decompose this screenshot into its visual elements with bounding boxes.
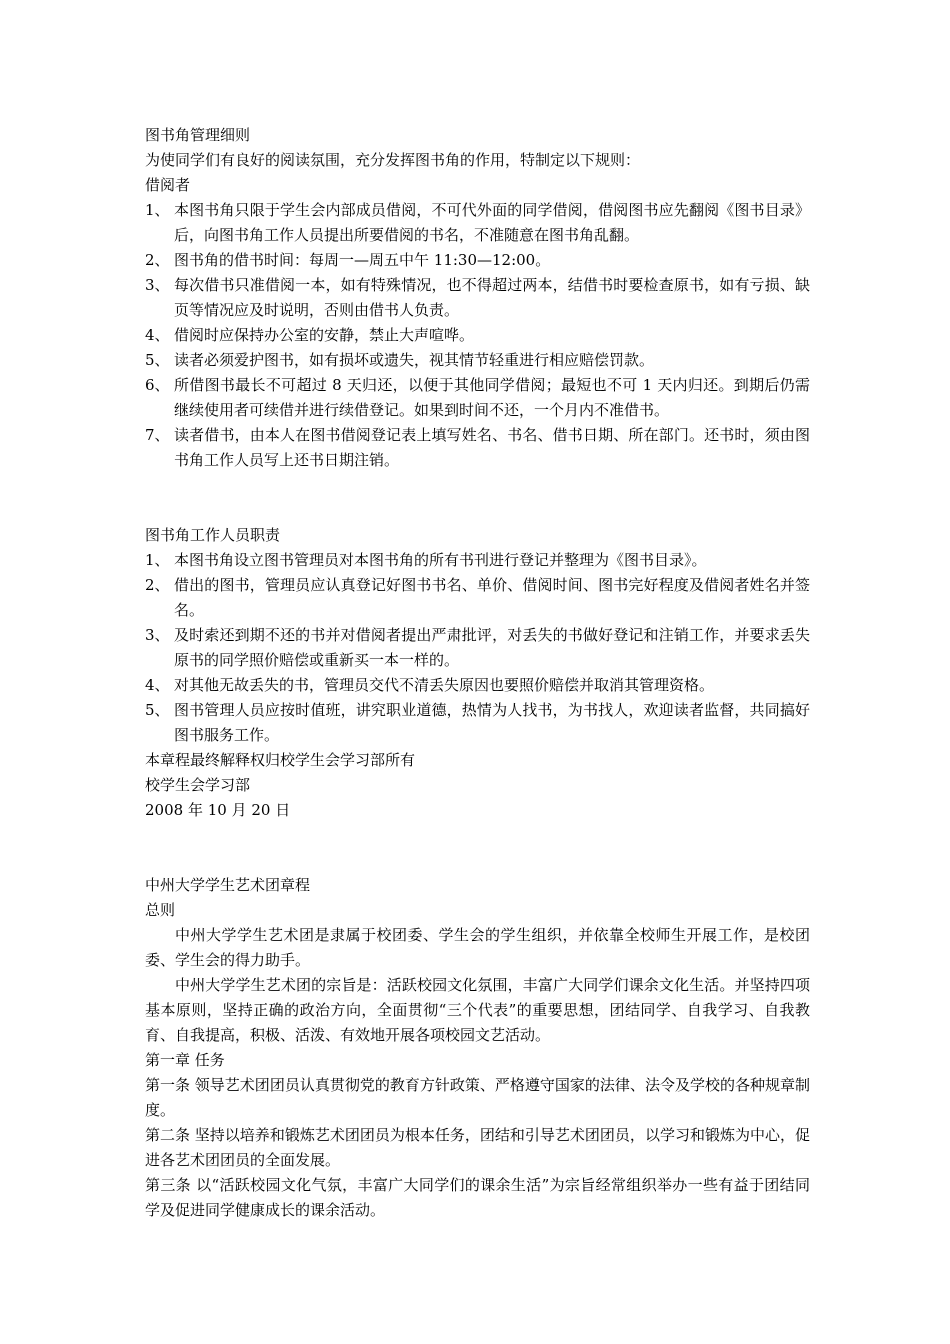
list-text: 图书角的借书时间：每周一—周五中午 11:30—12:00。 bbox=[174, 251, 551, 269]
general-paragraph: 中州大学学生艺术团是隶属于校团委、学生会的学生组织，并依靠全校师生开展工作，是校团委、学生会的得力助手。 bbox=[145, 926, 810, 969]
footer-note: 本章程最终解释权归校学生会学习部所有 bbox=[145, 751, 416, 769]
list-number: 3、 bbox=[145, 276, 170, 294]
list-item bbox=[145, 423, 810, 473]
list-number: 5、 bbox=[145, 701, 170, 719]
list-item bbox=[145, 323, 810, 348]
list-number: 2、 bbox=[145, 576, 170, 594]
list-text: 读者必须爱护图书，如有损坏或遗失，视其情节轻重进行相应赔偿罚款。 bbox=[174, 351, 655, 369]
list-text: 对其他无故丢失的书，管理员交代不清丢失原因也要照价赔偿并取消其管理资格。 bbox=[174, 676, 715, 694]
list-item bbox=[145, 373, 810, 423]
library-title: 图书角管理细则 bbox=[145, 126, 251, 144]
list-number: 4、 bbox=[145, 676, 170, 694]
list-text: 借出的图书，管理员应认真登记好图书书名、单价、借阅时间、图书完好程度及借阅者姓名并签名。 bbox=[174, 576, 810, 619]
list-number: 5、 bbox=[145, 351, 170, 369]
list-number: 2、 bbox=[145, 251, 170, 269]
list-text: 图书管理人员应按时值班，讲究职业道德，热情为人找书，为书找人，欢迎读者监督，共同搞好图书服务工作。 bbox=[174, 701, 810, 744]
list-number: 4、 bbox=[145, 326, 170, 344]
article-paragraph: 第一条 领导艺术团团员认真贯彻党的教育方针政策、严格遵守国家的法律、法令及学校的各种规章制度。 bbox=[145, 1076, 810, 1119]
article-paragraph: 第三条 以“活跃校园文化气氛，丰富广大同学们的课余生活”为宗旨经常组织举办一些有益于团结同学及促进同学健康成长的课余活动。 bbox=[145, 1176, 810, 1219]
list-number: 3、 bbox=[145, 626, 170, 644]
list-item bbox=[145, 348, 810, 373]
list-item bbox=[145, 698, 810, 748]
general-paragraph: 中州大学学生艺术团的宗旨是：活跃校园文化氛围，丰富广大同学们课余文化生活。并坚持四项基本原则，坚持正确的政治方向，全面贯彻“三个代表”的重要思想，团结同学、自我学习、自我教育、自我提高，积极、活泼、有效地开展各项校园文艺活动。 bbox=[145, 976, 810, 1044]
list-text: 及时索还到期不还的书并对借阅者提出严肃批评，对丢失的书做好登记和注销工作，并要求丢失原书的同学照价赔偿或重新买一本一样的。 bbox=[174, 626, 810, 669]
article-paragraph: 第二条 坚持以培养和锻炼艺术团团员为根本任务，团结和引导艺术团团员，以学习和锻炼为中心，促进各艺术团团员的全面发展。 bbox=[145, 1126, 810, 1169]
list-item bbox=[145, 273, 810, 323]
list-text: 所借图书最长不可超过 8 天归还，以便于其他同学借阅；最短也不可 1 天内归还。到期后仍需继续使用者可续借并进行续借登记。如果到时间不还，一个月内不准借书。 bbox=[174, 376, 810, 419]
list-text: 本图书角设立图书管理员对本图书角的所有书刊进行登记并整理为《图书目录》。 bbox=[174, 551, 707, 569]
chapter-heading: 第一章 任务 bbox=[145, 1051, 225, 1069]
staff-heading: 图书角工作人员职责 bbox=[145, 526, 281, 544]
list-item bbox=[145, 198, 810, 248]
list-text: 读者借书，由本人在图书借阅登记表上填写姓名、书名、借书日期、所在部门。还书时，须由图书角工作人员写上还书日期注销。 bbox=[174, 426, 810, 469]
list-text: 借阅时应保持办公室的安静，禁止大声喧哗。 bbox=[174, 326, 475, 344]
list-text: 每次借书只准借阅一本，如有特殊情况，也不得超过两本，结借书时要检查原书，如有亏损、缺页等情况应及时说明，否则由借书人负责。 bbox=[174, 276, 810, 319]
library-intro: 为使同学们有良好的阅读氛围，充分发挥图书角的作用，特制定以下规则： bbox=[145, 151, 641, 169]
general-heading: 总则 bbox=[145, 901, 176, 919]
list-item bbox=[145, 248, 810, 273]
list-number: 6、 bbox=[145, 376, 170, 394]
footer-org: 校学生会学习部 bbox=[145, 776, 251, 794]
list-text: 本图书角只限于学生会内部成员借阅，不可代外面的同学借阅，借阅图书应先翻阅《图书目录》后，向图书角工作人员提出所要借阅的书名，不准随意在图书角乱翻。 bbox=[174, 201, 810, 244]
list-item bbox=[145, 673, 810, 698]
list-number: 1、 bbox=[145, 551, 170, 569]
footer-date: 2008 年 10 月 20 日 bbox=[145, 801, 291, 819]
list-item bbox=[145, 548, 810, 573]
borrowers-heading: 借阅者 bbox=[145, 176, 191, 194]
list-item bbox=[145, 623, 810, 673]
document-body bbox=[145, 123, 810, 1223]
section-gap bbox=[145, 823, 810, 873]
list-item bbox=[145, 573, 810, 623]
art-title: 中州大学学生艺术团章程 bbox=[145, 876, 311, 894]
list-number: 7、 bbox=[145, 426, 170, 444]
section-gap bbox=[145, 473, 810, 523]
list-number: 1、 bbox=[145, 201, 170, 219]
